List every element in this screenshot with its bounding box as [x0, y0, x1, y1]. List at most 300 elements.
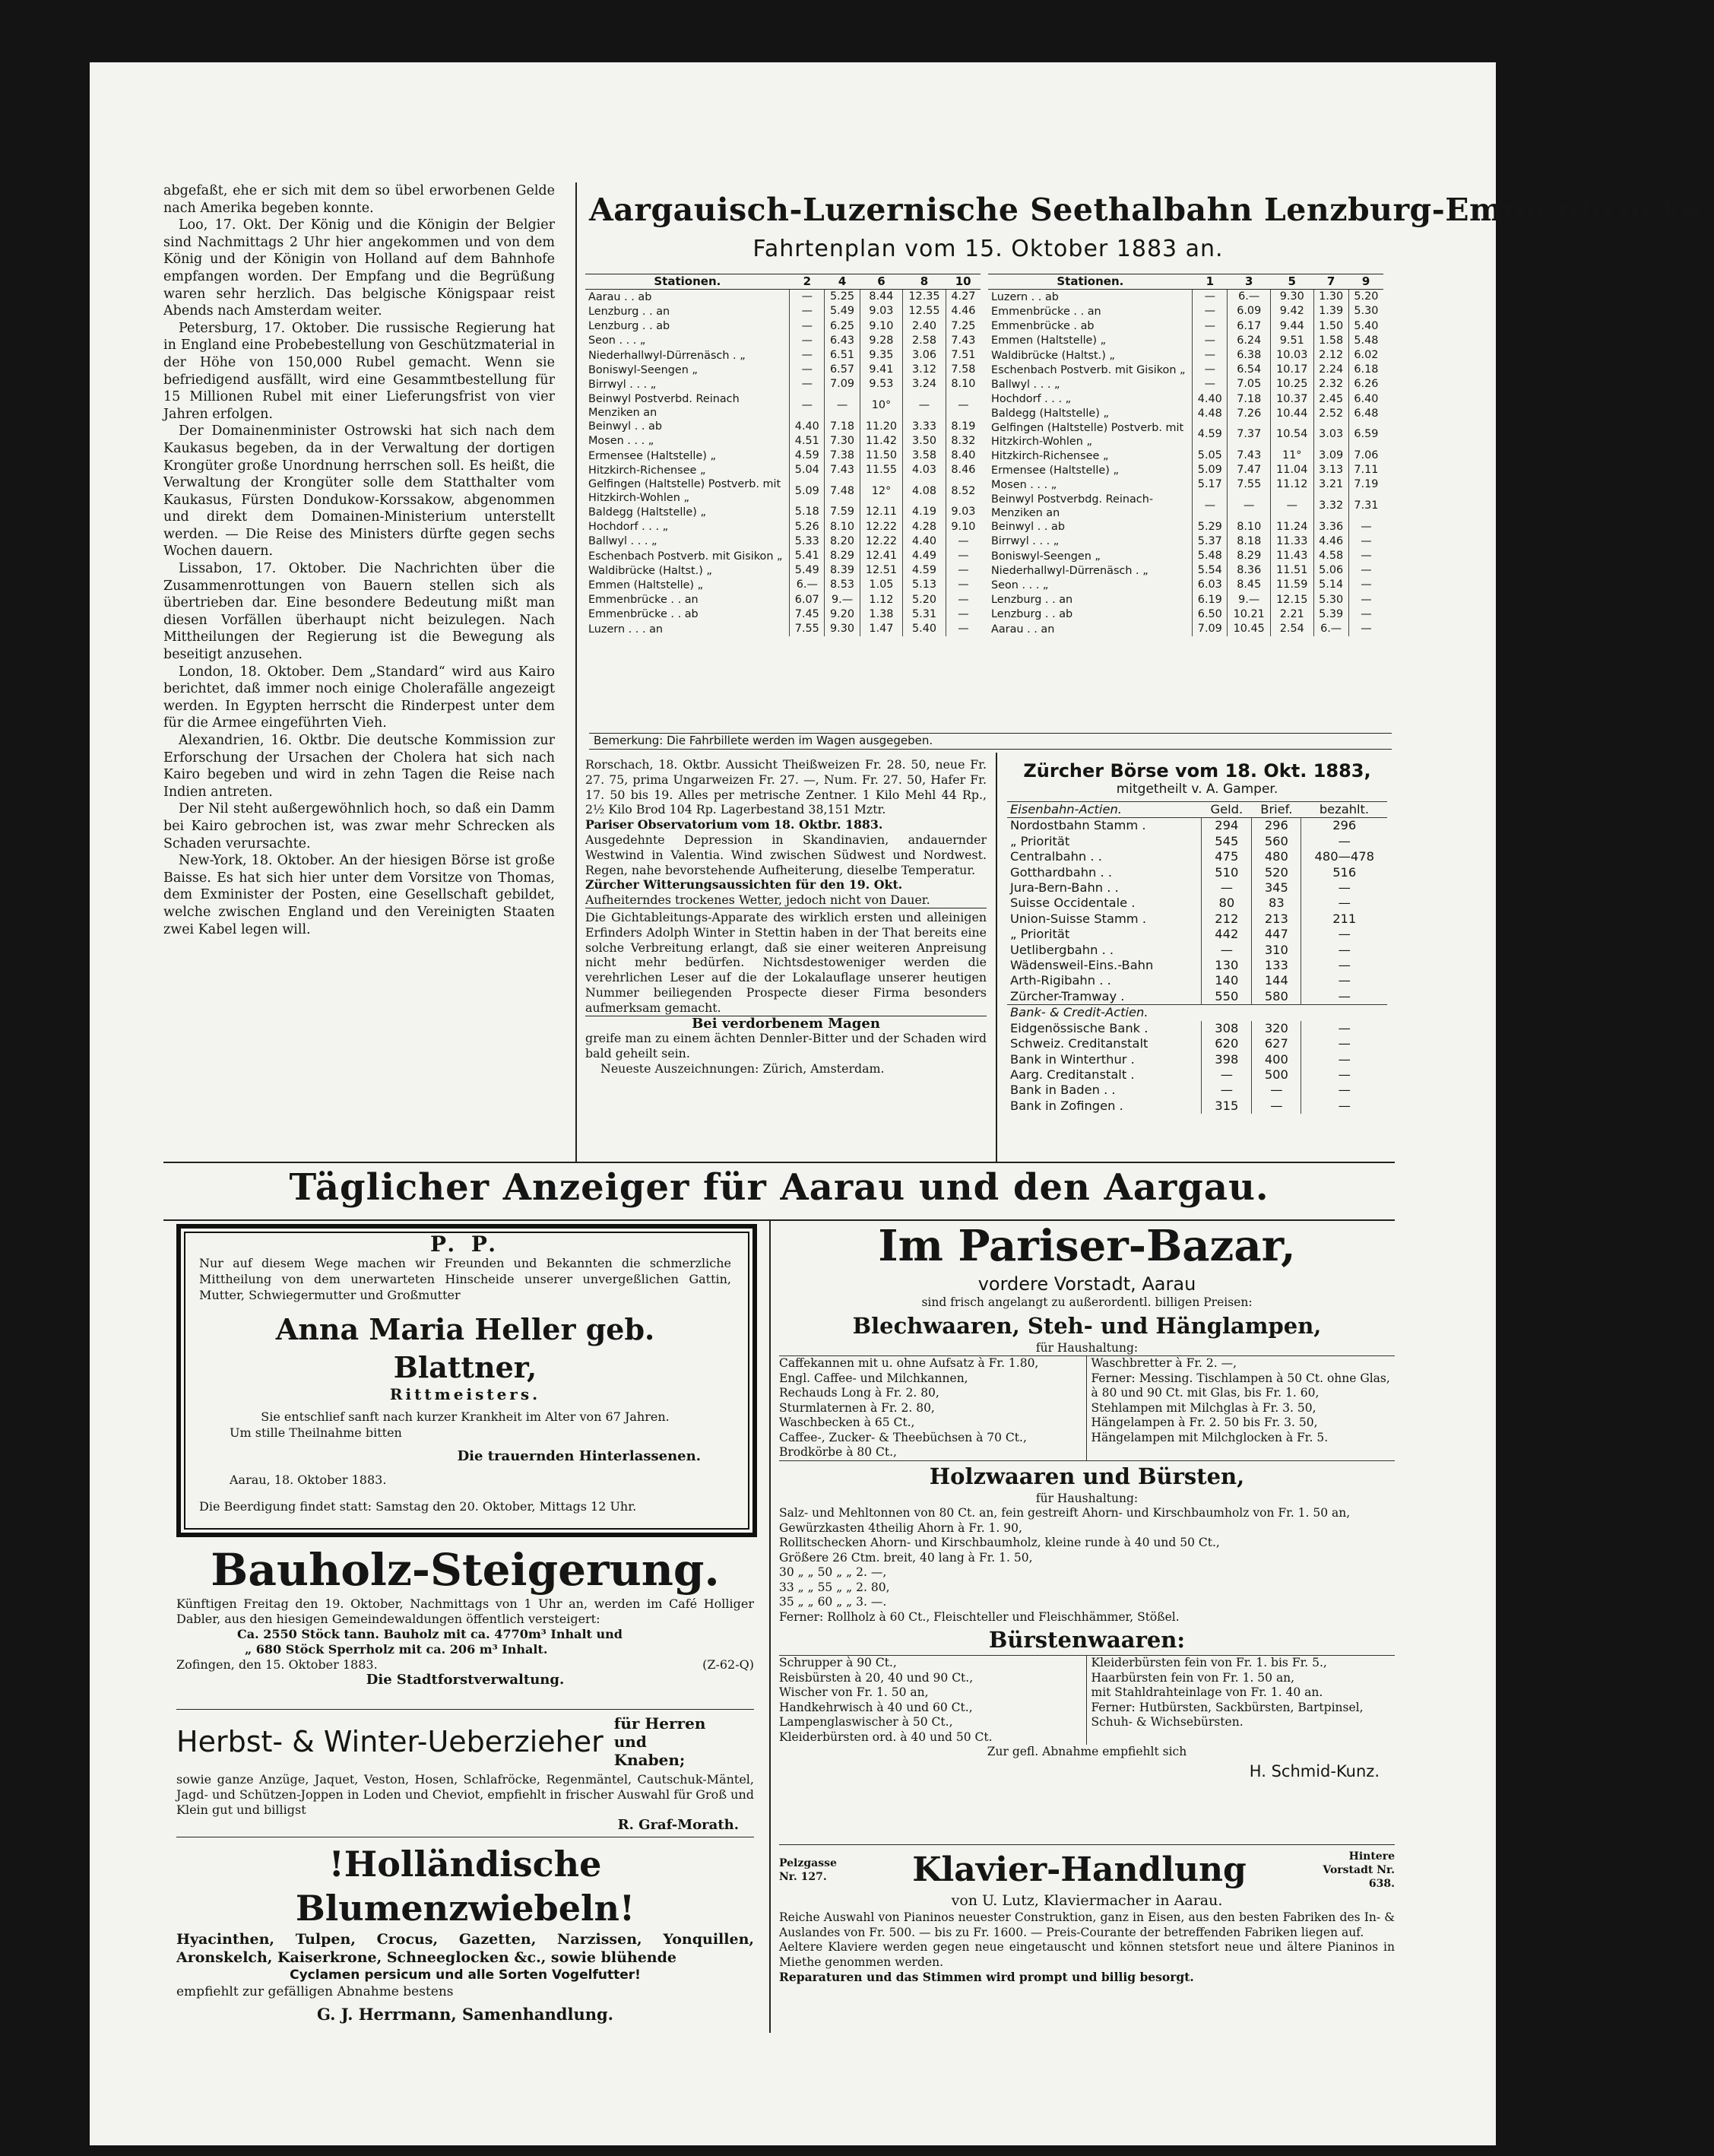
bulbs-text-3: empfiehlt zur gefälligen Abnahme bestens: [176, 1984, 454, 1999]
bazar-section-buersten: Bürstenwaaren:: [988, 1627, 1186, 1653]
departure-time: 9.—: [825, 593, 860, 607]
departure-time: 7.25: [946, 319, 981, 334]
departure-time: 6.48: [1348, 407, 1383, 421]
news-paragraph: Der Domainenminister Ostrowski hat sich nach dem Kaukasus begeben, da in der Verwaltung der dortigen Krongüter große Unordnung herrschen soll. Es heißt, die Verwaltung der Krongüter solle dem Statthalter vom Kaukasus, Fürsten Dondukow-Korssakow, abgenommen und direkt dem Domainen-Ministerium unterstellt werden. — Die Reise des Ministers dürfte gegen sechs Wochen dauern.: [163, 423, 555, 560]
station-name: Boniswyl-Seengen „: [988, 549, 1193, 563]
departure-time: —: [1348, 563, 1383, 578]
departure-time: 7.59: [825, 505, 860, 519]
news-paragraph: Alexandrien, 16. Oktbr. Die deutsche Kommission zur Erforschung der Ursachen der Cholera hat sich nach Kairo begeben und wird in zehn Tagen die Reise nach Indien antreten.: [163, 733, 555, 800]
timetable-right-row: [988, 578, 1383, 592]
timetable-left-row: [585, 520, 981, 534]
quote-value: —: [1202, 880, 1252, 896]
boerse-section: [1007, 760, 1387, 1114]
station-name: Seon . . . „: [988, 578, 1193, 592]
obituary-content: [199, 1232, 731, 1514]
departure-time: —: [946, 534, 981, 549]
quote-value: 212: [1202, 912, 1252, 927]
quote-value: —: [1202, 1067, 1252, 1083]
departure-time: 3.09: [1313, 449, 1348, 463]
departure-time: 5.17: [1193, 477, 1228, 492]
departure-time: 8.32: [946, 434, 981, 449]
bazar-item: Wischer von Fr. 1. 50 an,: [779, 1685, 929, 1699]
departure-time: 4.51: [790, 434, 825, 449]
departure-time: 3.13: [1313, 463, 1348, 477]
column-rule-left: [575, 182, 577, 1163]
quote-value: 560: [1252, 834, 1301, 849]
timetable-right-header-cell: Stationen.: [988, 274, 1193, 290]
departure-time: 8.19: [946, 420, 981, 434]
boerse-row: [1007, 943, 1387, 958]
bazar-buersten-list: [779, 1655, 1395, 1745]
timetable-left-row: [585, 392, 981, 420]
quote-value: —: [1301, 1052, 1387, 1067]
departure-time: —: [946, 622, 981, 636]
security-name: Uetlibergbahn . .: [1010, 942, 1114, 957]
bazar-item: Rollitschecken Ahorn- und Kirschbaumholz, kleine runde à 40 und 50 Ct.,: [779, 1536, 1220, 1549]
departure-time: 5.09: [790, 477, 825, 505]
departure-time: 9.10: [860, 319, 903, 334]
timetable-left-row: [585, 348, 981, 363]
bazar-item: 30 „ „ 50 „ „ 2. —,: [779, 1565, 887, 1579]
departure-time: 9.10: [946, 520, 981, 534]
departure-time: —: [790, 304, 825, 319]
departure-time: —: [1228, 493, 1271, 520]
bazar-item: Größere 26 Ctm. breit, 40 lang à Fr. 1. 50,: [779, 1550, 1033, 1565]
departure-time: 12.51: [860, 563, 903, 578]
timetable-note: Bemerkung: Die Fahrbillete werden im Wagen ausgegeben.: [589, 733, 1392, 750]
station-name: Gelfingen (Haltstelle) Postverb. mit Hitzkirch-Wohlen „: [585, 477, 790, 505]
bazar-item: Waschbretter à Fr. 2. —,: [1091, 1356, 1237, 1370]
timetable-right-row: [988, 477, 1383, 492]
departure-time: 7.43: [1228, 449, 1271, 463]
departure-time: 3.03: [1313, 421, 1348, 449]
station-name: Hochdorf . . . „: [585, 520, 790, 534]
departure-time: 9.41: [860, 363, 903, 377]
timetable-left-row: [585, 593, 981, 607]
timetable-right-row: [988, 493, 1383, 520]
piano-text: Reiche Auswahl von Pianinos neuester Construktion, ganz in Eisen, aus den besten Fabriken des In- & Auslandes von Fr. 500. — bis zu Fr. 1600. — Preis-Courante der betreffenden Fabriken liegen auf.: [779, 1910, 1395, 1939]
departure-time: 7.38: [825, 449, 860, 463]
observatory-text: Ausgedehnte Depression in Skandinavien, andauernder Westwind in Valentia. Wind zwischen Südwest und Nordwest. Regen, nahe bevorstehende Aufheiterung, dieselbe Temperatur.: [585, 832, 987, 877]
quote-value: —: [1202, 943, 1252, 958]
quote-value: —: [1252, 1083, 1301, 1098]
bauholz-item-1: Ca. 2550 Stöck tann. Bauholz mit ca. 4770m³ Inhalt und: [237, 1627, 623, 1641]
quote-value: 580: [1252, 989, 1301, 1005]
obituary-line2: Um stille Theilnahme bitten: [230, 1425, 402, 1440]
obituary-rank: Rittmeisters.: [389, 1385, 541, 1403]
bauholz-item-2: „ 680 Stöck Sperrholz mit ca. 206 m³ Inhalt.: [245, 1642, 548, 1657]
bazar-item: Salz- und Mehltonnen von 80 Ct. an, fein gestreift Ahorn- und Kirschbaumholz von Fr. 1. 50 an,: [779, 1506, 1351, 1520]
departure-time: 5.26: [790, 520, 825, 534]
departure-time: 7.55: [790, 622, 825, 636]
departure-time: 8.29: [1228, 549, 1271, 563]
departure-time: —: [946, 392, 981, 420]
departure-time: 8.18: [1228, 534, 1271, 549]
bazar-household-2: für Haushaltung:: [1035, 1491, 1139, 1505]
departure-time: 11.24: [1270, 520, 1313, 534]
departure-time: —: [1348, 622, 1383, 636]
quote-value: 500: [1252, 1067, 1301, 1083]
security-name: Jura-Bern-Bahn . .: [1010, 880, 1119, 896]
station-name: Emmenbrücke . . ab: [585, 607, 790, 622]
piano-title-row: [779, 1850, 1395, 1891]
departure-time: 6.25: [825, 319, 860, 334]
timetable-left-row: [585, 607, 981, 622]
boerse-header-cell: bezahlt.: [1301, 802, 1387, 818]
security-name: Union-Suisse Stamm .: [1010, 911, 1147, 926]
departure-time: 6.51: [825, 348, 860, 363]
station-name: Gelfingen (Haltstelle) Postverb. mit Hitzkirch-Wohlen „: [988, 421, 1193, 449]
departure-time: 4.58: [1313, 549, 1348, 563]
security-name: Nordostbahn Stamm .: [1010, 818, 1146, 833]
timetable-left-header-cell: 4: [825, 274, 860, 290]
departure-time: 8.44: [860, 290, 903, 305]
departure-time: 5.06: [1313, 563, 1348, 578]
timetable-left-row: [585, 290, 981, 305]
masthead-rule-top: [163, 1162, 1395, 1163]
departure-time: 11.50: [860, 449, 903, 463]
departure-time: 6.26: [1348, 377, 1383, 392]
departure-time: 11.20: [860, 420, 903, 434]
station-name: Hochdorf . . . „: [988, 392, 1193, 407]
bulbs-ad: [176, 1837, 754, 2023]
quote-value: 510: [1202, 865, 1252, 880]
departure-time: —: [1193, 334, 1228, 348]
bauholz-place-row: [176, 1657, 754, 1672]
departure-time: 5.18: [790, 505, 825, 519]
station-name: Birrwyl . . . „: [585, 377, 790, 392]
magen-note: Neueste Auszeichnungen: Zürich, Amsterdam.: [600, 1061, 885, 1076]
departure-time: 12°: [860, 477, 903, 505]
timetable-left-header-cell: 8: [903, 274, 946, 290]
quote-value: 480: [1252, 849, 1301, 864]
departure-time: 3.33: [903, 420, 946, 434]
quote-value: 516: [1301, 865, 1387, 880]
boerse-header-cell: Eisenbahn-Actien.: [1007, 802, 1202, 818]
departure-time: —: [825, 392, 860, 420]
departure-time: 12.55: [903, 304, 946, 319]
departure-time: 8.52: [946, 477, 981, 505]
station-name: Niederhallwyl-Dürrenäsch . „: [585, 348, 790, 363]
departure-time: 6.54: [1228, 363, 1271, 377]
departure-time: 9.53: [860, 377, 903, 392]
departure-time: 8.39: [825, 563, 860, 578]
departure-time: 9.35: [860, 348, 903, 363]
quote-value: 620: [1202, 1036, 1252, 1051]
departure-time: 3.12: [903, 363, 946, 377]
departure-time: 2.21: [1270, 607, 1313, 622]
timetable-right-table: [988, 274, 1383, 636]
timetable-left-row: [585, 363, 981, 377]
departure-time: 2.24: [1313, 363, 1348, 377]
departure-time: 4.59: [790, 449, 825, 463]
departure-time: 1.12: [860, 593, 903, 607]
timetable-left-row: [585, 434, 981, 449]
departure-time: 4.27: [946, 290, 981, 305]
bauholz-ad: [176, 1543, 754, 1688]
departure-time: 8.10: [825, 520, 860, 534]
quote-value: 308: [1202, 1021, 1252, 1036]
departure-time: 4.03: [903, 463, 946, 477]
boerse-row: [1007, 989, 1387, 1005]
departure-time: 11°: [1270, 449, 1313, 463]
column-rule-middle: [996, 753, 997, 1163]
bazar-item: Ferner: Hutbürsten, Sackbürsten, Bartpinsel, Schuh- & Wichsebürsten.: [1091, 1700, 1364, 1729]
departure-time: 4.40: [903, 534, 946, 549]
departure-time: 8.10: [946, 377, 981, 392]
quote-value: 130: [1202, 958, 1252, 973]
departure-time: 5.14: [1313, 578, 1348, 592]
bazar-closing: Zur gefl. Abnahme empfiehlt sich: [987, 1745, 1187, 1758]
timetable-left-header-cell: 6: [860, 274, 903, 290]
departure-time: 7.31: [1348, 493, 1383, 520]
bauholz-code: (Z-62-Q): [702, 1657, 754, 1672]
station-name: Lenzburg . . ab: [585, 319, 790, 334]
boerse-header-cell: Brief.: [1252, 802, 1301, 818]
departure-time: 6.57: [825, 363, 860, 377]
departure-time: 3.36: [1313, 520, 1348, 534]
bazar-item: 33 „ „ 55 „ „ 2. 80,: [779, 1580, 890, 1594]
station-name: Lenzburg . . an: [585, 304, 790, 319]
bazar-item: Handkehrwisch à 40 und 60 Ct.,: [779, 1700, 973, 1714]
timetable-right-row: [988, 593, 1383, 607]
timetable-right-row: [988, 449, 1383, 463]
departure-time: 5.30: [1348, 304, 1383, 319]
departure-time: —: [946, 549, 981, 563]
departure-time: 6.19: [1193, 593, 1228, 607]
station-name: Emmen (Haltstelle) „: [988, 334, 1193, 348]
departure-time: —: [790, 290, 825, 305]
bazar-item: Lampenglaswischer à 50 Ct.,: [779, 1715, 953, 1729]
bulbs-title: !Holländische Blumenzwiebeln!: [295, 1844, 635, 1929]
bazar-item: Caffekannen mit u. ohne Aufsatz à Fr. 1.80,: [779, 1356, 1039, 1370]
bazar-section-holz: Holzwaaren und Bürsten,: [779, 1460, 1395, 1492]
departure-time: 9.42: [1270, 304, 1313, 319]
bazar-item: Ferner: Rollholz à 60 Ct., Fleischteller und Fleischhämmer, Stößel.: [779, 1609, 1180, 1624]
departure-time: 11.43: [1270, 549, 1313, 563]
departure-time: 7.19: [1348, 477, 1383, 492]
station-name: Luzern . . . an: [585, 622, 790, 636]
departure-time: 3.21: [1313, 477, 1348, 492]
quote-value: —: [1301, 943, 1387, 958]
departure-time: 5.31: [903, 607, 946, 622]
departure-time: 10.17: [1270, 363, 1313, 377]
departure-time: 2.45: [1313, 392, 1348, 407]
boerse-header-cell: Geld.: [1202, 802, 1252, 818]
boerse-row: [1007, 927, 1387, 942]
boerse-bank-row: [1007, 1021, 1387, 1036]
timetable-right-header-cell: 9: [1348, 274, 1383, 290]
piano-right-address: Hintere Vorstadt Nr. 638.: [1323, 1850, 1395, 1890]
station-name: Ballwyl . . . „: [988, 377, 1193, 392]
departure-time: 9.44: [1270, 319, 1313, 334]
magen-text: greife man zu einem ächten Dennler-Bitter und der Schaden wird bald geheilt sein.: [585, 1031, 987, 1061]
bulbs-sign: G. J. Herrmann, Samenhandlung.: [316, 2005, 613, 2024]
timetable-left-row: [585, 334, 981, 348]
station-name: Beinwyl . . ab: [585, 420, 790, 434]
boerse-row: [1007, 912, 1387, 927]
departure-time: 11.55: [860, 463, 903, 477]
coats-text: sowie ganze Anzüge, Jaquet, Veston, Hosen, Schlafröcke, Regenmäntel, Cautschuk-Mäntel, Jagd- und Schützen-Joppen in Loden und Cheviot, empfiehlt in frischer Auswahl für Groß und Klein gut und billigst: [176, 1772, 754, 1817]
coats-title-row: [176, 1714, 754, 1769]
departure-time: 5.05: [1193, 449, 1228, 463]
departure-time: 5.48: [1193, 549, 1228, 563]
bulbs-text-1: Hyacinthen, Tulpen, Crocus, Gazetten, Narzissen, Yonquillen, Aronskelch, Kaiserkrone, Schneeglocken &c., sowie blühende: [176, 1931, 754, 1966]
departure-time: 7.47: [1228, 463, 1271, 477]
departure-time: 4.46: [1313, 534, 1348, 549]
departure-time: 11.51: [1270, 563, 1313, 578]
departure-time: 5.25: [825, 290, 860, 305]
departure-time: 1.39: [1313, 304, 1348, 319]
bazar-item: Hängelampen à Fr. 2. 50 bis Fr. 3. 50,: [1091, 1416, 1318, 1429]
timetable-right-row: [988, 334, 1383, 348]
timetable-right-row: [988, 463, 1383, 477]
station-name: Ermensee (Haltstelle) „: [585, 449, 790, 463]
coats-for: für Herren und Knaben;: [613, 1714, 706, 1769]
quote-value: 550: [1202, 989, 1252, 1005]
departure-time: 7.09: [1193, 622, 1228, 636]
departure-time: 5.49: [790, 563, 825, 578]
quote-value: 520: [1252, 865, 1301, 880]
departure-time: 4.40: [790, 420, 825, 434]
bazar-item: Schrupper à 90 Ct.,: [779, 1656, 897, 1669]
departure-time: 2.54: [1270, 622, 1313, 636]
boerse-row: [1007, 958, 1387, 973]
departure-time: —: [946, 607, 981, 622]
departure-time: 1.50: [1313, 319, 1348, 334]
timetable-right-header-cell: 1: [1193, 274, 1228, 290]
quote-value: —: [1301, 1099, 1387, 1114]
departure-time: 9.03: [860, 304, 903, 319]
timetable-left-table: [585, 274, 981, 636]
departure-time: 11.59: [1270, 578, 1313, 592]
departure-time: 8.40: [946, 449, 981, 463]
coats-sign: R. Graf-Morath.: [617, 1817, 739, 1833]
bauholz-title: Bauholz-Steigerung.: [211, 1544, 720, 1596]
departure-time: 3.58: [903, 449, 946, 463]
news-paragraph: New-York, 18. Oktober. An der hiesigen Börse ist große Baisse. Es hat sich hier unter dem Vorsitze von Thomas, dem Exminister der Posten, eine Gesellschaft gebildet, welche zwischen England und den Vereinigten Staaten zwei Kabel legen will.: [163, 853, 555, 937]
timetable-left-row: [585, 578, 981, 592]
bazar-blech-list: [779, 1355, 1395, 1460]
departure-time: 4.49: [903, 549, 946, 563]
station-name: Hitzkirch-Richensee „: [988, 449, 1193, 463]
bazar-buersten-right: [1087, 1656, 1396, 1745]
gicht-ad: Die Gichtableitungs-Apparate des wirklich ersten und alleinigen Erfinders Adolph Winter in Stettin haben in der That bereits eine solche Verbreitung erlangt, daß sie einer weiteren Anpreisung nicht mehr bedürfen. Nichtsdestoweniger werden die verehrlichen Leser auf die der Lokalauflage unserer heutigen Nummer beiliegenden Prospecte dieser Firma besonders aufmerksam gemacht.: [585, 909, 987, 1015]
departure-time: 8.20: [825, 534, 860, 549]
coats-title: Herbst- & Winter-Ueberzieher: [176, 1725, 604, 1758]
departure-time: 4.28: [903, 520, 946, 534]
timetable-left-row: [585, 563, 981, 578]
bazar-section-blech: Blechwaaren, Steh- und Hänglampen,: [852, 1312, 1322, 1339]
boerse-row: [1007, 849, 1387, 864]
departure-time: 10.25: [1270, 377, 1313, 392]
departure-time: —: [946, 578, 981, 592]
departure-time: 4.59: [1193, 421, 1228, 449]
quote-value: 80: [1202, 896, 1252, 911]
boerse-bank-row: [1007, 1052, 1387, 1067]
departure-time: 5.29: [1193, 520, 1228, 534]
departure-time: 3.50: [903, 434, 946, 449]
quote-value: 627: [1252, 1036, 1301, 1051]
timetable-left: [585, 274, 981, 636]
departure-time: —: [1193, 493, 1228, 520]
station-name: Emmen (Haltstelle) „: [585, 578, 790, 592]
station-name: Beinwyl Postverbdg. Reinach-Menziken an: [988, 493, 1193, 520]
departure-time: 7.43: [946, 334, 981, 348]
security-name: Aarg. Creditanstalt .: [1010, 1067, 1135, 1082]
station-name: Mosen . . . „: [988, 477, 1193, 492]
departure-time: 9.30: [1270, 290, 1313, 305]
departure-time: 9.28: [860, 334, 903, 348]
timetable-right-row: [988, 392, 1383, 407]
bazar-item: Caffee-, Zucker- & Theebüchsen à 70 Ct.,: [779, 1430, 1027, 1444]
departure-time: —: [1193, 363, 1228, 377]
departure-time: 7.51: [946, 348, 981, 363]
station-name: Beinwyl . . ab: [988, 520, 1193, 534]
timetable-left-row: [585, 463, 981, 477]
station-name: Hitzkirch-Richensee „: [585, 463, 790, 477]
bazar-item: Hängelampen mit Milchglocken à Fr. 5.: [1091, 1430, 1329, 1444]
bazar-item: Reisbürsten à 20, 40 und 90 Ct.,: [779, 1670, 974, 1685]
boerse-row: [1007, 865, 1387, 880]
observatory-title: Pariser Observatorium vom 18. Oktbr. 1883.: [585, 817, 883, 832]
departure-time: 1.05: [860, 578, 903, 592]
timetable-left-header-cell: 2: [790, 274, 825, 290]
departure-time: 7.18: [1228, 392, 1271, 407]
departure-time: 10°: [860, 392, 903, 420]
news-paragraph: Der Nil steht außergewöhnlich hoch, so daß ein Damm bei Kairo gebrochen ist, was zwar mehr Schrecken als Schaden verursachte.: [163, 801, 555, 851]
departure-time: 6.18: [1348, 363, 1383, 377]
departure-time: 5.39: [1313, 607, 1348, 622]
station-name: Eschenbach Postverb. mit Gisikon „: [988, 363, 1193, 377]
departure-time: 5.37: [1193, 534, 1228, 549]
timetable-right-row: [988, 348, 1383, 363]
quote-value: 480—478: [1301, 849, 1387, 864]
piano-ad: [779, 1844, 1395, 1985]
departure-time: 12.11: [860, 505, 903, 519]
boerse-row: [1007, 973, 1387, 988]
departure-time: 4.19: [903, 505, 946, 519]
departure-time: —: [1348, 520, 1383, 534]
departure-time: 3.24: [903, 377, 946, 392]
security-name: „ Priorität: [1010, 927, 1070, 942]
security-name: Wädensweil-Eins.-Bahn: [1010, 958, 1154, 973]
departure-time: —: [1193, 304, 1228, 319]
security-name: „ Priorität: [1010, 833, 1070, 848]
quote-value: —: [1301, 1021, 1387, 1036]
quote-value: —: [1301, 989, 1387, 1005]
departure-time: —: [1348, 593, 1383, 607]
departure-time: 2.12: [1313, 348, 1348, 363]
piano-title: Klavier-Handlung: [912, 1850, 1247, 1889]
bazar-household-1: für Haushaltung:: [1035, 1340, 1139, 1355]
timetable-left-row: [585, 377, 981, 392]
timetable-right-row: [988, 363, 1383, 377]
timetable-left-row: [585, 304, 981, 319]
bauholz-text: Künftigen Freitag den 19. Oktober, Nachmittags von 1 Uhr an, werden im Café Holliger Dabler, aus den hiesigen Gemeindewaldungen öffentlich versteigert:: [176, 1596, 754, 1626]
departure-time: 6.24: [1228, 334, 1271, 348]
quote-value: 545: [1202, 834, 1252, 849]
security-name: Centralbahn . .: [1010, 849, 1102, 864]
security-name: Bank in Zofingen .: [1010, 1098, 1123, 1113]
coats-ad: [176, 1709, 754, 1833]
departure-time: 4.08: [903, 477, 946, 505]
departure-time: —: [946, 563, 981, 578]
departure-time: 7.45: [790, 607, 825, 622]
departure-time: 5.54: [1193, 563, 1228, 578]
timetable-left-row: [585, 449, 981, 463]
quote-value: 296: [1252, 818, 1301, 834]
